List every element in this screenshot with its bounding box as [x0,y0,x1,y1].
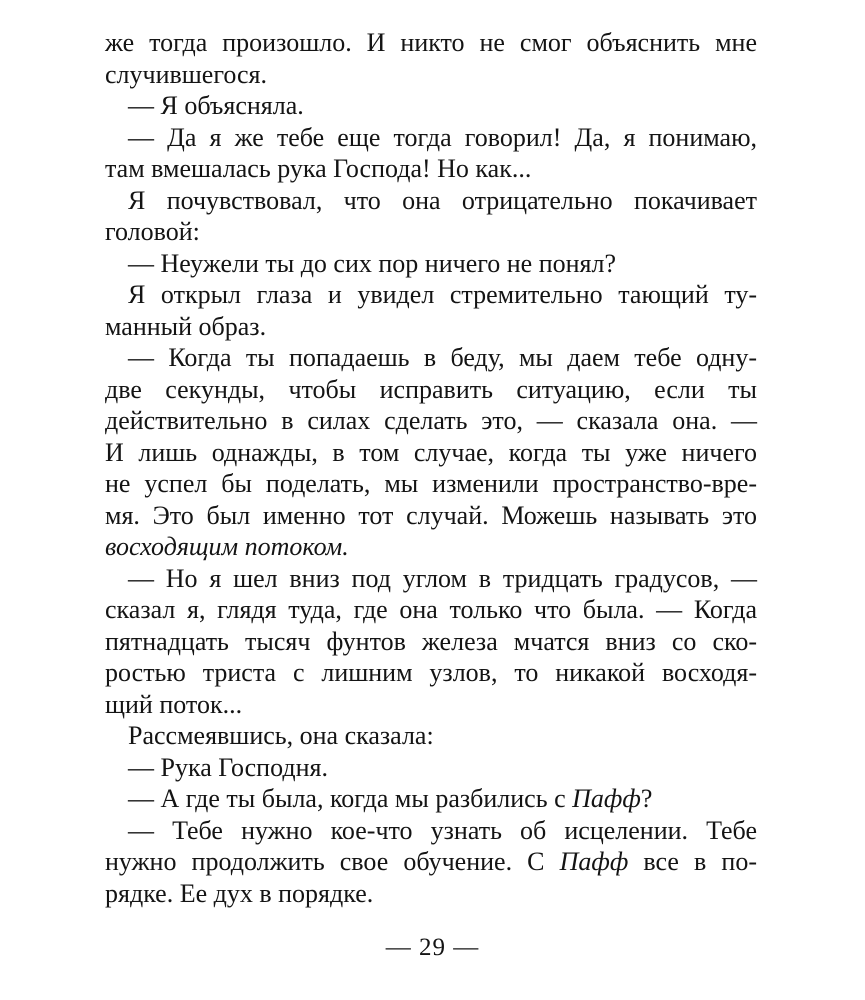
italic-text-run: Пафф [559,847,629,876]
text-line [105,279,757,311]
text-run: — Неужели ты до сих пор ничего не понял? [128,248,617,278]
text-run: рядке. Ее дух в порядке. [105,878,374,908]
text-line [105,342,757,374]
text-run: — Тебе нужно кое-что узнать об исцелении. Тебе [128,815,757,845]
text-line [105,657,757,689]
paragraph [105,720,757,752]
text-line [105,594,757,626]
page-number: — 29 — [385,934,480,961]
text-line [105,248,757,280]
text-line [105,815,757,847]
text-line [105,752,757,784]
text-run: — Да я же тебе еще тогда говорил! Да, я понимаю, [128,122,757,152]
text-line [105,500,757,532]
text-run: пятнадцать тысяч фунтов железа мчатся вниз со ско- [105,626,757,656]
text-line [105,185,757,217]
paragraph [105,783,757,815]
text-line [105,311,757,343]
text-run: — А где ты была, когда мы разбились с [128,784,573,813]
text-line [105,783,757,815]
text-line [105,437,757,469]
text-run: ? [640,784,653,813]
page-text [105,27,757,909]
paragraph [105,752,757,784]
paragraph [105,279,757,342]
text-run: — Рука Господня. [128,752,328,782]
paragraph [105,342,757,563]
text-run: Я почувствовал, что она отрицательно покачивает [128,185,757,215]
text-run: сказал я, глядя туда, где она только что была. — Когда [105,595,757,624]
paragraph [105,90,757,122]
italic-text-run: Пафф [572,784,641,813]
text-run: Я открыл глаза и увидел стремительно тающий ту- [128,280,757,309]
text-run: Рассмеявшись, она сказала: [128,721,434,750]
text-run: все в по- [628,847,757,876]
text-line [105,563,757,595]
text-run: ростью триста с лишним узлов, то никакой восходя- [105,658,757,687]
text-run: две секунды, чтобы исправить ситуацию, если ты [105,374,757,404]
text-line [105,878,757,910]
text-run: не успел бы поделать, мы изменили пространство-вре- [105,469,757,498]
text-line [105,468,757,500]
paragraph [105,563,757,721]
text-line [105,374,757,406]
text-run: — Я объясняла. [128,91,304,120]
text-run: головой: [105,217,200,246]
text-run: — Когда ты попадаешь в беду, мы даем тебе одну- [128,343,757,372]
paragraph [105,27,757,90]
text-line [105,90,757,122]
text-line [105,689,757,721]
text-line [105,626,757,658]
paragraph [105,815,757,910]
italic-text-run: восходящим потоком. [105,532,349,561]
text-run: манный образ. [105,311,267,341]
text-run: И лишь однажды, в том случае, когда ты уже ничего [105,437,757,467]
text-line [105,216,757,248]
text-line [105,122,757,154]
text-run: — Но я шел вниз под углом в тридцать градусов, — [128,563,757,593]
paragraph [105,248,757,280]
text-run: действительно в силах сделать это, — сказала она. — [105,406,757,435]
paragraph [105,122,757,185]
text-run: случившегося. [105,59,268,89]
text-run: мя. Это был именно тот случай. Можешь называть это [105,500,757,530]
text-line [105,531,757,563]
text-line [105,27,757,59]
text-run: же тогда произошло. И никто не смог объяснить мне [105,28,757,57]
text-line [105,405,757,437]
text-line [105,846,757,878]
text-run: щий поток... [105,689,243,719]
text-line [105,59,757,91]
text-run: там вмешалась рука Господа! Но как... [105,154,532,183]
text-line [105,720,757,752]
text-run: нужно продолжить свое обучение. С [105,847,560,876]
paragraph [105,185,757,248]
text-line [105,153,757,185]
